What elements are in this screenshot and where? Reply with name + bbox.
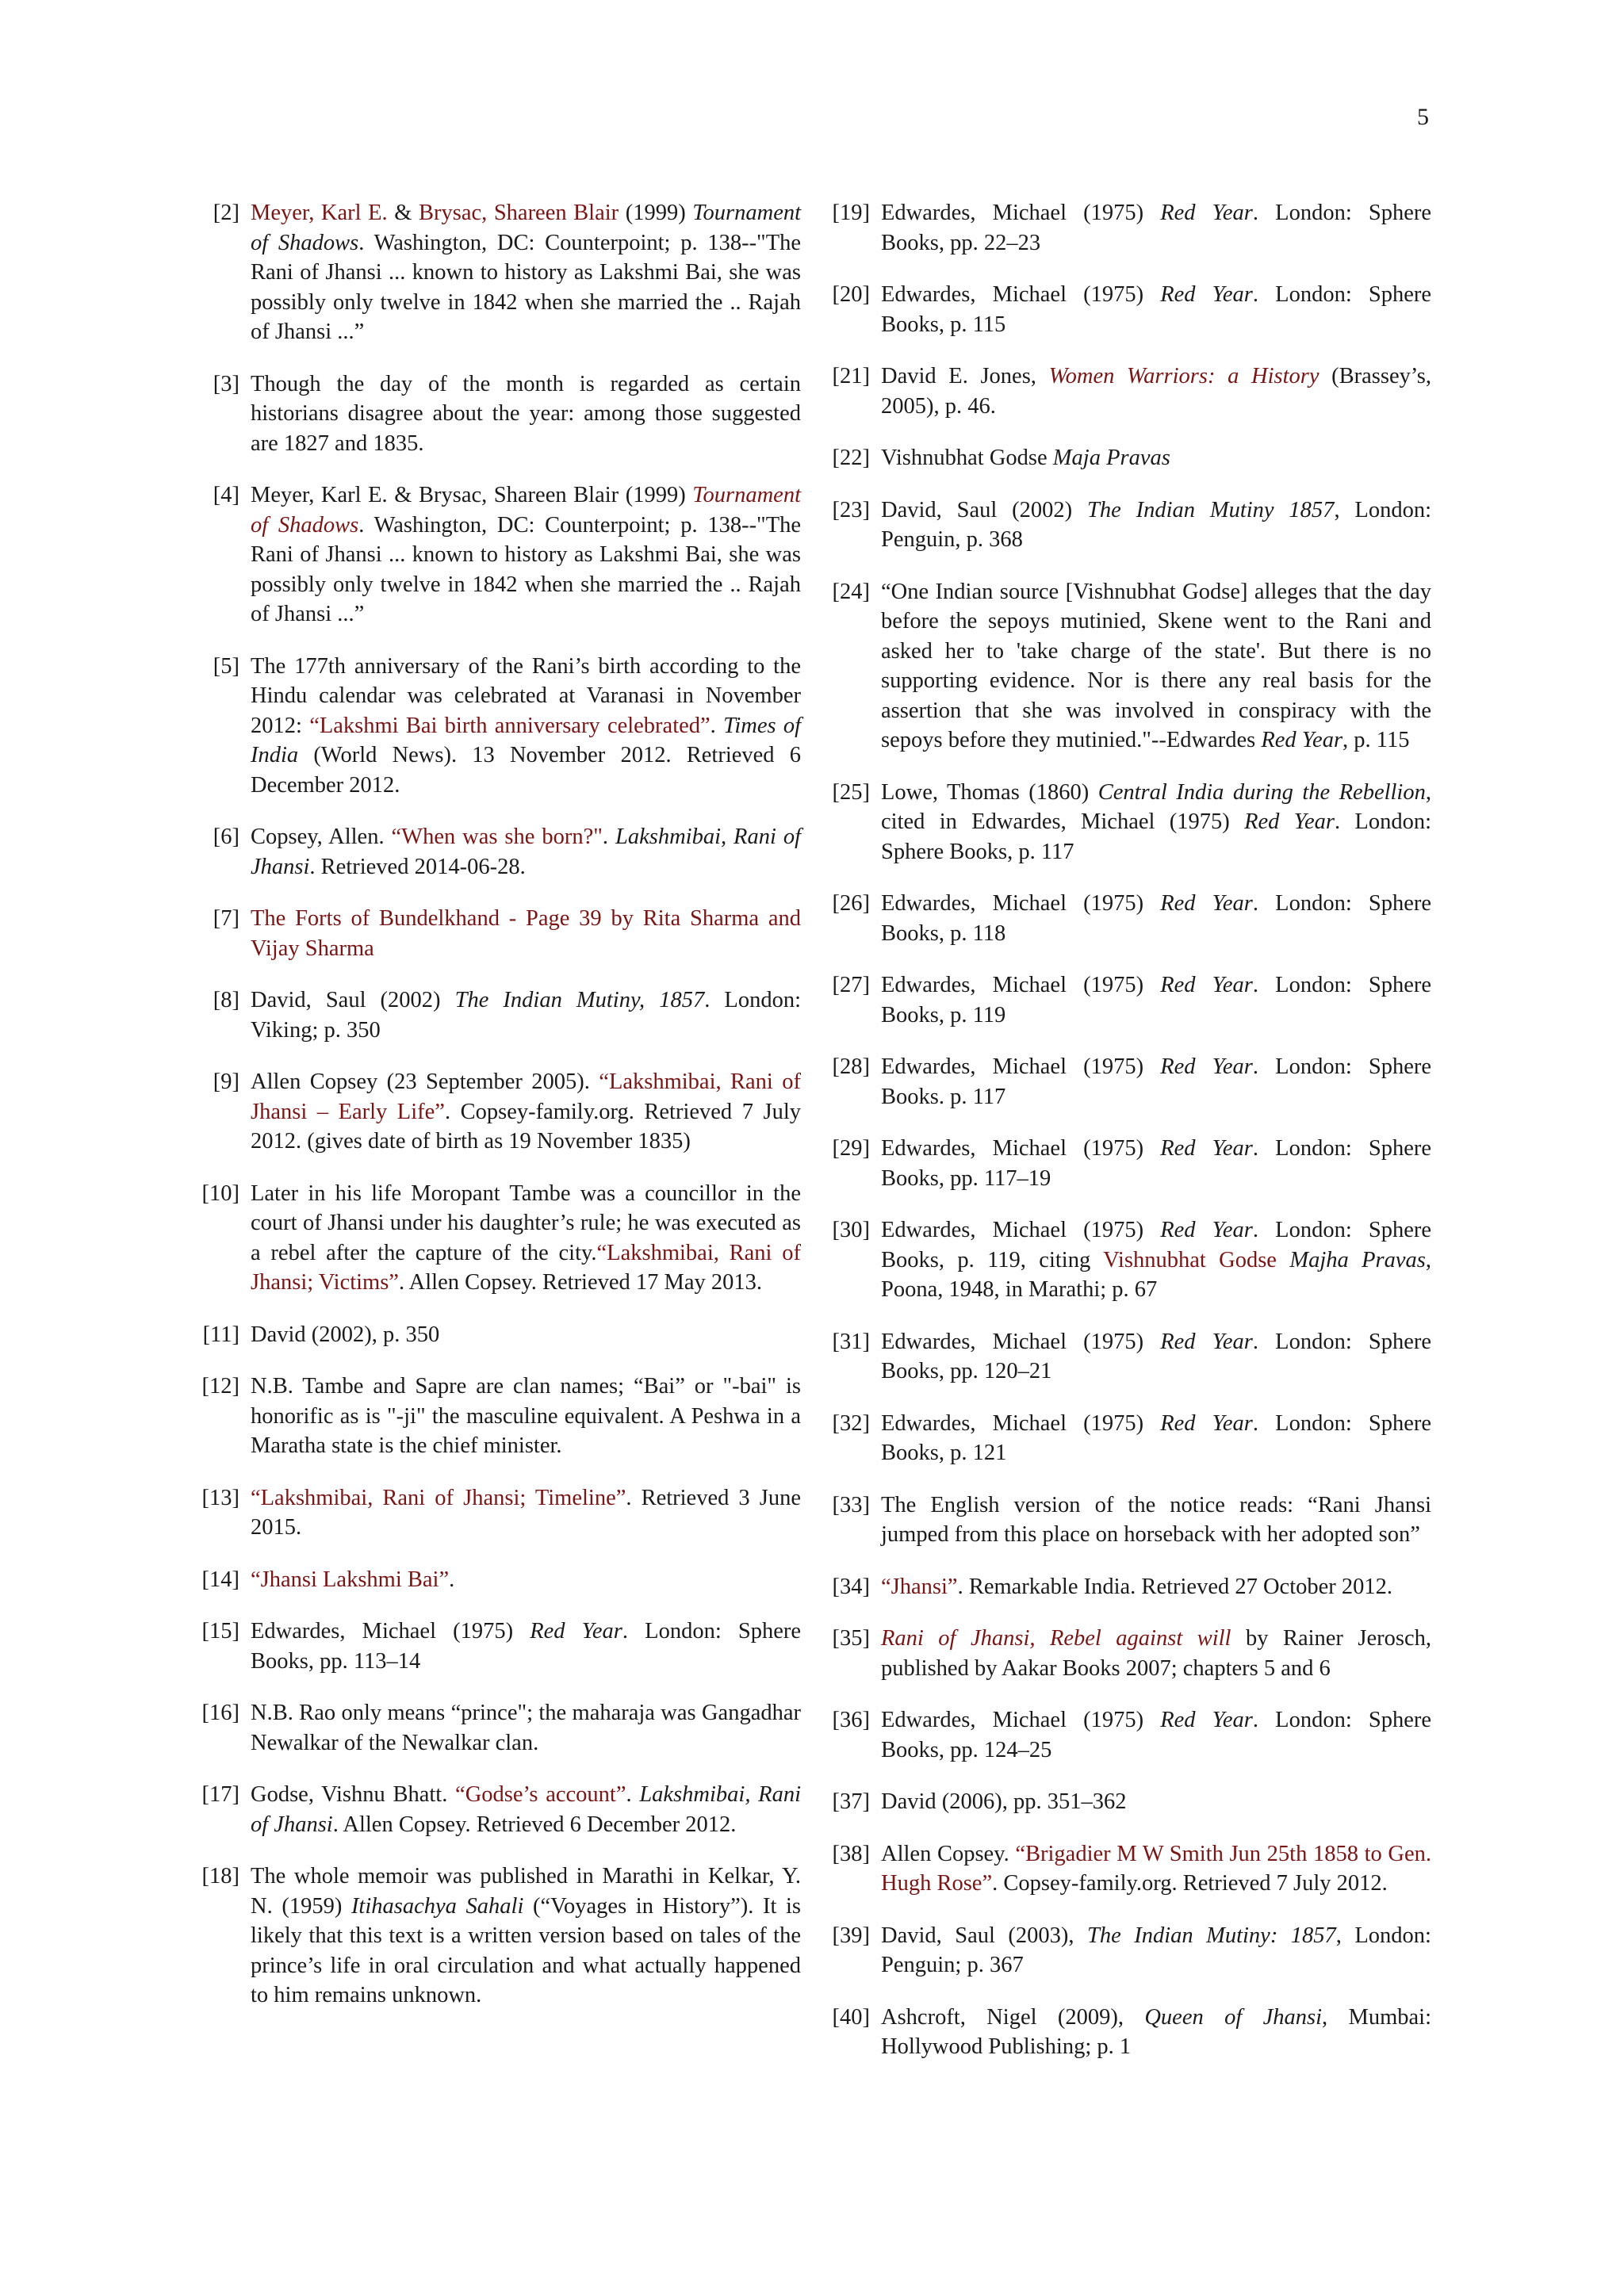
reference-text-segment: . Remarkable India. Retrieved 27 October 2012. (957, 1574, 1393, 1599)
reference-text-segment: Edwardes, Michael (1975) (881, 1054, 1161, 1079)
reference-text-segment: Edwardes, Michael (1975) (881, 1708, 1161, 1732)
reference-text-segment: , London: Penguin; p. 367 (881, 1923, 1431, 1977)
reference-text-segment: . London: Sphere Books, pp. 22–23 (881, 201, 1431, 255)
reference-text (881, 1624, 1431, 1683)
reference-number: [24] (832, 579, 870, 604)
reference-text (251, 369, 801, 459)
reference-title: Itihasachya Sahali (350, 1893, 524, 1919)
reference-text-segment: Later in his life Moropant Tambe was a councillor in the court of Jhansi under his daughter’s rule; he was executed as a rebel after the capture of the city. (251, 1181, 801, 1265)
reference-item (821, 1052, 1431, 1112)
reference-text-segment: . Allen Copsey. Retrieved 6 December 2012. (332, 1812, 737, 1837)
reference-text (251, 1067, 801, 1157)
reference-number: [7] (213, 906, 239, 931)
reference-text-segment: Copsey, Allen. (251, 825, 392, 849)
reference-link[interactable]: “Brigadier M W Smith Jun 25th 1858 to Gen. Hugh Rose” (881, 1841, 1431, 1896)
reference-item (821, 1705, 1431, 1765)
reference-title: Red Year (530, 1619, 622, 1644)
reference-title: The Indian Mutiny 1857 (1086, 497, 1335, 522)
reference-title: Lakshmibai, Rani of Jhansi (251, 1782, 801, 1837)
reference-text (881, 1327, 1431, 1387)
reference-text (251, 1780, 801, 1839)
reference-number: [9] (213, 1070, 239, 1094)
reference-item (821, 1134, 1431, 1193)
reference-title: Red Year (1160, 201, 1253, 225)
reference-text (251, 198, 801, 347)
reference-item (821, 443, 1431, 473)
references-column-left (190, 198, 801, 2033)
reference-link[interactable]: Rani of Jhansi, Rebel against will (881, 1626, 1231, 1651)
reference-text (881, 778, 1431, 867)
reference-text-segment: Edwardes, Michael (1975) (881, 891, 1161, 916)
reference-text-segment: . Copsey-family.org. Retrieved 7 July 2012. (gives date of birth as 19 November 1835) (251, 1099, 801, 1154)
reference-text (881, 1787, 1431, 1817)
reference-title: Red Year (1160, 1054, 1253, 1079)
reference-number: [20] (832, 282, 870, 307)
reference-text-segment: & (387, 201, 419, 225)
reference-text-segment: . London: Sphere Books, pp. 113–14 (251, 1619, 801, 1674)
reference-number: [39] (832, 1923, 870, 1948)
reference-link[interactable]: “Lakshmi Bai birth anniversary celebrated” (309, 713, 710, 738)
reference-number: [4] (213, 483, 239, 507)
reference-text-segment: . Copsey-family.org. Retrieved 7 July 2012. (992, 1871, 1388, 1896)
reference-text (251, 1483, 801, 1543)
reference-item (821, 2003, 1431, 2062)
reference-number: [30] (832, 1218, 870, 1242)
reference-item (190, 985, 801, 1045)
reference-text-segment: . (710, 713, 724, 738)
reference-text-segment: Lowe, Thomas (1860) (881, 779, 1098, 805)
reference-link[interactable]: Vishnubhat Godse (1103, 1247, 1277, 1272)
reference-link[interactable]: “When was she born?" (391, 825, 603, 849)
reference-text-segment: (1999) (619, 201, 693, 225)
reference-text (881, 1134, 1431, 1193)
reference-number: [19] (832, 201, 870, 225)
reference-text-segment: Edwardes, Michael (1975) (881, 1218, 1161, 1242)
reference-link[interactable]: “Godse’s account” (455, 1782, 626, 1807)
reference-text-segment: Meyer, Karl E. & Brysac, Shareen Blair (1999) (251, 483, 693, 507)
reference-title: Red Year (1160, 973, 1253, 997)
reference-text-segment: N.B. Tambe and Sapre are clan names; “Bai” or "-bai" is honorific as is "-ji" the masculine equivalent. A Peshwa in a Maratha state is the chief minister. (251, 1374, 801, 1458)
reference-item (821, 778, 1431, 867)
reference-number: [3] (213, 371, 239, 396)
reference-text-segment: David E. Jones, (881, 364, 1049, 388)
reference-text-segment: . (626, 1782, 640, 1807)
reference-text (251, 1179, 801, 1298)
reference-title: Red Year (1160, 282, 1253, 307)
reference-number: [35] (832, 1626, 870, 1651)
reference-item (190, 904, 801, 963)
reference-link[interactable]: “Lakshmibai, Rani of Jhansi – Early Life” (251, 1070, 801, 1124)
reference-text-segment: . London: Sphere Books, p. 119, citing (881, 1218, 1431, 1272)
reference-item (821, 1215, 1431, 1305)
reference-text (251, 1565, 801, 1595)
reference-number: [11] (202, 1322, 239, 1347)
reference-text (251, 904, 801, 963)
reference-item (190, 1372, 801, 1461)
reference-item (821, 1624, 1431, 1683)
reference-item (821, 198, 1431, 258)
reference-text-segment: David, Saul (2003), (881, 1923, 1087, 1948)
reference-text (881, 889, 1431, 948)
reference-item (821, 1409, 1431, 1468)
reference-number: [6] (213, 825, 239, 849)
reference-link[interactable]: Women Warriors: a History (1048, 364, 1320, 388)
reference-text (881, 362, 1431, 421)
reference-text-segment: . London: Sphere Books. p. 117 (881, 1054, 1431, 1109)
reference-item (190, 1179, 801, 1298)
reference-text-segment: . London: Sphere Books, p. 119 (881, 973, 1431, 1027)
reference-item (190, 1320, 801, 1350)
reference-number: [26] (832, 891, 870, 916)
reference-text-segment: , Mumbai: Hollywood Publishing; p. 1 (881, 2004, 1431, 2059)
reference-number: [15] (201, 1619, 239, 1644)
reference-text-segment: . London: Sphere Books, p. 121 (881, 1410, 1431, 1465)
reference-link[interactable]: Meyer, Karl E. (251, 201, 388, 225)
reference-item (190, 1698, 801, 1758)
reference-text-segment: Godse, Vishnu Bhatt. (251, 1782, 456, 1807)
reference-text-segment: Edwardes, Michael (1975) (881, 973, 1161, 997)
reference-number: [36] (832, 1708, 870, 1732)
reference-item (190, 198, 801, 347)
reference-title: Majha Pravas (1289, 1247, 1426, 1272)
reference-title: Red Year (1160, 1329, 1253, 1354)
reference-text-segment: . Retrieved 2014-06-28. (309, 854, 526, 879)
reference-text-segment: . (449, 1567, 455, 1592)
reference-link[interactable]: “Jhansi” (881, 1574, 958, 1599)
reference-text-segment: , cited in Edwardes, Michael (1975) (881, 779, 1431, 834)
reference-text-segment: Edwardes, Michael (1975) (881, 201, 1161, 225)
reference-number: [29] (832, 1136, 870, 1161)
reference-text-segment: “One Indian source [Vishnubhat Godse] alleges that the day before the sepoys mutinied, Skene went to the Rani and asked her to 'take charge of the state'. But there is no supporting evidence. Nor is there any real basis for the assertion that she was involved in conspiracy with the sepoys before they mutinied."--Edwardes (881, 579, 1431, 752)
reference-number: [31] (832, 1329, 870, 1354)
reference-title: Lakshmibai, Rani of Jhansi (251, 825, 801, 879)
reference-text-segment: (Brassey’s, 2005), p. 46. (881, 364, 1431, 419)
reference-text-segment: (World News). 13 November 2012. Retrieved 6 December 2012. (251, 743, 801, 798)
reference-number: [37] (832, 1789, 870, 1814)
reference-text (251, 1320, 801, 1350)
reference-text-segment: . London: Sphere Books, p. 115 (881, 282, 1431, 337)
reference-text-segment: N.B. Rao only means “prince"; the maharaja was Gangadhar Newalkar of the Newalkar clan. (251, 1701, 801, 1755)
reference-item (821, 1921, 1431, 1980)
reference-item (190, 369, 801, 459)
reference-title: Red Year (1160, 891, 1253, 916)
references-column-right (821, 198, 1431, 2084)
reference-text-segment: , p. 115 (1342, 728, 1410, 752)
reference-item (821, 577, 1431, 756)
reference-text (251, 985, 801, 1045)
reference-link[interactable]: “Lakshmibai, Rani of Jhansi; Victims” (251, 1240, 801, 1295)
reference-item (190, 822, 801, 882)
reference-text (251, 1698, 801, 1758)
reference-item (190, 1067, 801, 1157)
reference-number: [8] (213, 988, 239, 1012)
reference-link[interactable]: The Forts of Bundelkhand - Page 39 by Rita Sharma and Vijay Sharma (251, 906, 801, 961)
reference-text-segment: Vishnubhat Godse (881, 446, 1053, 470)
reference-text (881, 1409, 1431, 1468)
reference-text (881, 2003, 1431, 2062)
reference-item (190, 1780, 801, 1839)
reference-item (821, 1572, 1431, 1602)
reference-number: [2] (213, 201, 239, 225)
reference-item (821, 970, 1431, 1030)
reference-item (190, 1565, 801, 1595)
reference-link[interactable]: Tournament of Shadows (251, 483, 801, 538)
reference-number: [38] (832, 1841, 870, 1866)
reference-text (881, 1215, 1431, 1305)
reference-text-segment: . Retrieved 3 June 2015. (251, 1485, 801, 1540)
reference-number: [10] (201, 1181, 239, 1206)
reference-item (190, 1862, 801, 2011)
reference-text-segment: The 177th anniversary of the Rani’s birth according to the Hindu calendar was celebrated at Varanasi in November 2012: (251, 653, 801, 738)
reference-title: Queen of Jhansi (1144, 2004, 1323, 2030)
reference-text-segment: . London: Sphere Books, p. 118 (881, 891, 1431, 946)
reference-number: [33] (832, 1492, 870, 1517)
reference-text-segment: Edwardes, Michael (1975) (881, 1410, 1161, 1436)
reference-title: Red Year (1244, 809, 1335, 834)
reference-number: [18] (201, 1864, 239, 1888)
reference-item (821, 280, 1431, 339)
reference-item (190, 1483, 801, 1543)
reference-text (251, 822, 801, 882)
reference-text-segment: The English version of the notice reads: “Rani Jhansi jumped from this place on horseback with her adopted son” (881, 1492, 1431, 1547)
reference-title: Red Year (1160, 1708, 1253, 1732)
reference-text (881, 198, 1431, 258)
reference-item (190, 480, 801, 629)
reference-item (190, 1617, 801, 1676)
reference-text (881, 577, 1431, 756)
reference-number: [34] (832, 1574, 870, 1599)
reference-text-segment: . London: Sphere Books, p. 117 (881, 809, 1431, 864)
reference-text-segment: by Rainer Jerosch, published by Aakar Books 2007; chapters 5 and 6 (881, 1626, 1431, 1681)
reference-text-segment: (“Voyages in History”). It is likely that this text is a written version based on tales of the prince’s life in oral circulation and what actually happened to him remains unknown. (251, 1893, 801, 2007)
reference-title: Tournament of Shadows (251, 201, 802, 255)
reference-text-segment: Though the day of the month is regarded as certain historians disagree about the year: among those suggested are 1827 and 1835. (251, 371, 801, 456)
reference-title: Red Year (1261, 728, 1343, 752)
reference-number: [14] (201, 1567, 239, 1592)
reference-number: [17] (201, 1782, 239, 1807)
reference-text-segment: . London: Sphere Books, pp. 120–21 (881, 1329, 1431, 1383)
reference-text (251, 480, 801, 629)
reference-item (821, 362, 1431, 421)
reference-text-segment: . Allen Copsey. Retrieved 17 May 2013. (398, 1270, 763, 1295)
reference-title: Red Year (1160, 1218, 1253, 1242)
reference-text-segment: Allen Copsey (23 September 2005). (251, 1070, 599, 1094)
reference-text-segment: Edwardes, Michael (1975) (881, 1136, 1161, 1161)
reference-title: The Indian Mutiny: 1857 (1086, 1923, 1336, 1948)
reference-text-segment: . London: Sphere Books, pp. 117–19 (881, 1136, 1431, 1191)
reference-link[interactable]: “Lakshmibai, Rani of Jhansi; Timeline” (251, 1485, 626, 1510)
reference-text-segment: David (2006), pp. 351–362 (881, 1789, 1127, 1814)
reference-number: [32] (832, 1410, 870, 1436)
reference-text (251, 1372, 801, 1461)
reference-title: Red Year (1160, 1136, 1253, 1161)
reference-number: [23] (832, 497, 870, 522)
reference-text-segment: David, Saul (2002) (251, 988, 455, 1012)
reference-title: Times of India (251, 713, 802, 767)
reference-text (881, 443, 1431, 473)
reference-link[interactable]: Brysac, Shareen Blair (418, 201, 619, 225)
reference-text-segment: The whole memoir was published in Marathi in Kelkar, Y. N. (1959) (251, 1864, 801, 1919)
reference-number: [13] (201, 1485, 239, 1510)
reference-text (251, 1862, 801, 2011)
reference-text (881, 1705, 1431, 1765)
reference-item (821, 889, 1431, 948)
reference-item (821, 496, 1431, 555)
reference-item (821, 1787, 1431, 1817)
reference-text-segment: . (602, 825, 615, 849)
reference-link[interactable]: “Jhansi Lakshmi Bai” (251, 1567, 450, 1592)
reference-text (881, 970, 1431, 1030)
page-number: 5 (1417, 104, 1429, 130)
reference-title: The Indian Mutiny, 1857 (454, 988, 705, 1012)
reference-item (821, 1327, 1431, 1387)
reference-item (190, 652, 801, 801)
reference-title: Red Year (1160, 1410, 1253, 1436)
reference-text-segment: , London: Penguin, p. 368 (881, 497, 1431, 552)
reference-text (881, 1921, 1431, 1980)
reference-text (251, 1617, 801, 1676)
reference-text (881, 1052, 1431, 1112)
reference-text-segment: . Washington, DC: Counterpoint; p. 138--"The Rani of Jhansi ... known to history as Lakshmi Bai, she was possibly only twelve in 1842 when she married the .. Rajah of Jhansi ...” (251, 512, 801, 626)
reference-text (881, 1490, 1431, 1550)
reference-text (881, 1572, 1431, 1602)
reference-item (821, 1839, 1431, 1899)
reference-text-segment (1277, 1248, 1289, 1272)
reference-title: Central India during the Rebellion (1097, 779, 1426, 805)
reference-text-segment: Allen Copsey. (881, 1841, 1016, 1866)
reference-number: [27] (832, 973, 870, 997)
reference-text-segment: David, Saul (2002) (881, 497, 1087, 522)
reference-number: [12] (201, 1374, 239, 1399)
reference-text-segment: Edwardes, Michael (1975) (881, 1329, 1161, 1354)
reference-text-segment: Edwardes, Michael (1975) (251, 1619, 530, 1644)
reference-text-segment: . London: Sphere Books, pp. 124–25 (881, 1708, 1431, 1762)
reference-number: [16] (201, 1701, 239, 1725)
reference-title: Maja Pravas (1052, 446, 1170, 470)
reference-number: [40] (832, 2004, 870, 2030)
reference-number: [28] (832, 1054, 870, 1079)
reference-text (881, 280, 1431, 339)
reference-text-segment: Edwardes, Michael (1975) (881, 282, 1161, 307)
reference-number: [21] (832, 364, 870, 388)
reference-item (821, 1490, 1431, 1550)
reference-text (881, 496, 1431, 555)
reference-text-segment: David (2002), p. 350 (251, 1322, 440, 1347)
reference-number: [5] (213, 653, 239, 679)
reference-text (881, 1839, 1431, 1899)
reference-text-segment: . London: Viking; p. 350 (251, 988, 801, 1043)
reference-number: [22] (832, 446, 870, 470)
reference-text (251, 652, 801, 801)
reference-text-segment: Ashcroft, Nigel (2009), (881, 2004, 1145, 2030)
reference-text-segment: , Poona, 1948, in Marathi; p. 67 (881, 1247, 1431, 1302)
reference-number: [25] (832, 779, 870, 805)
reference-text-segment: . Washington, DC: Counterpoint; p. 138--"The Rani of Jhansi ... known to history as Lakshmi Bai, she was possibly only twelve in 1842 when she married the .. Rajah of Jhansi ...” (251, 230, 801, 344)
